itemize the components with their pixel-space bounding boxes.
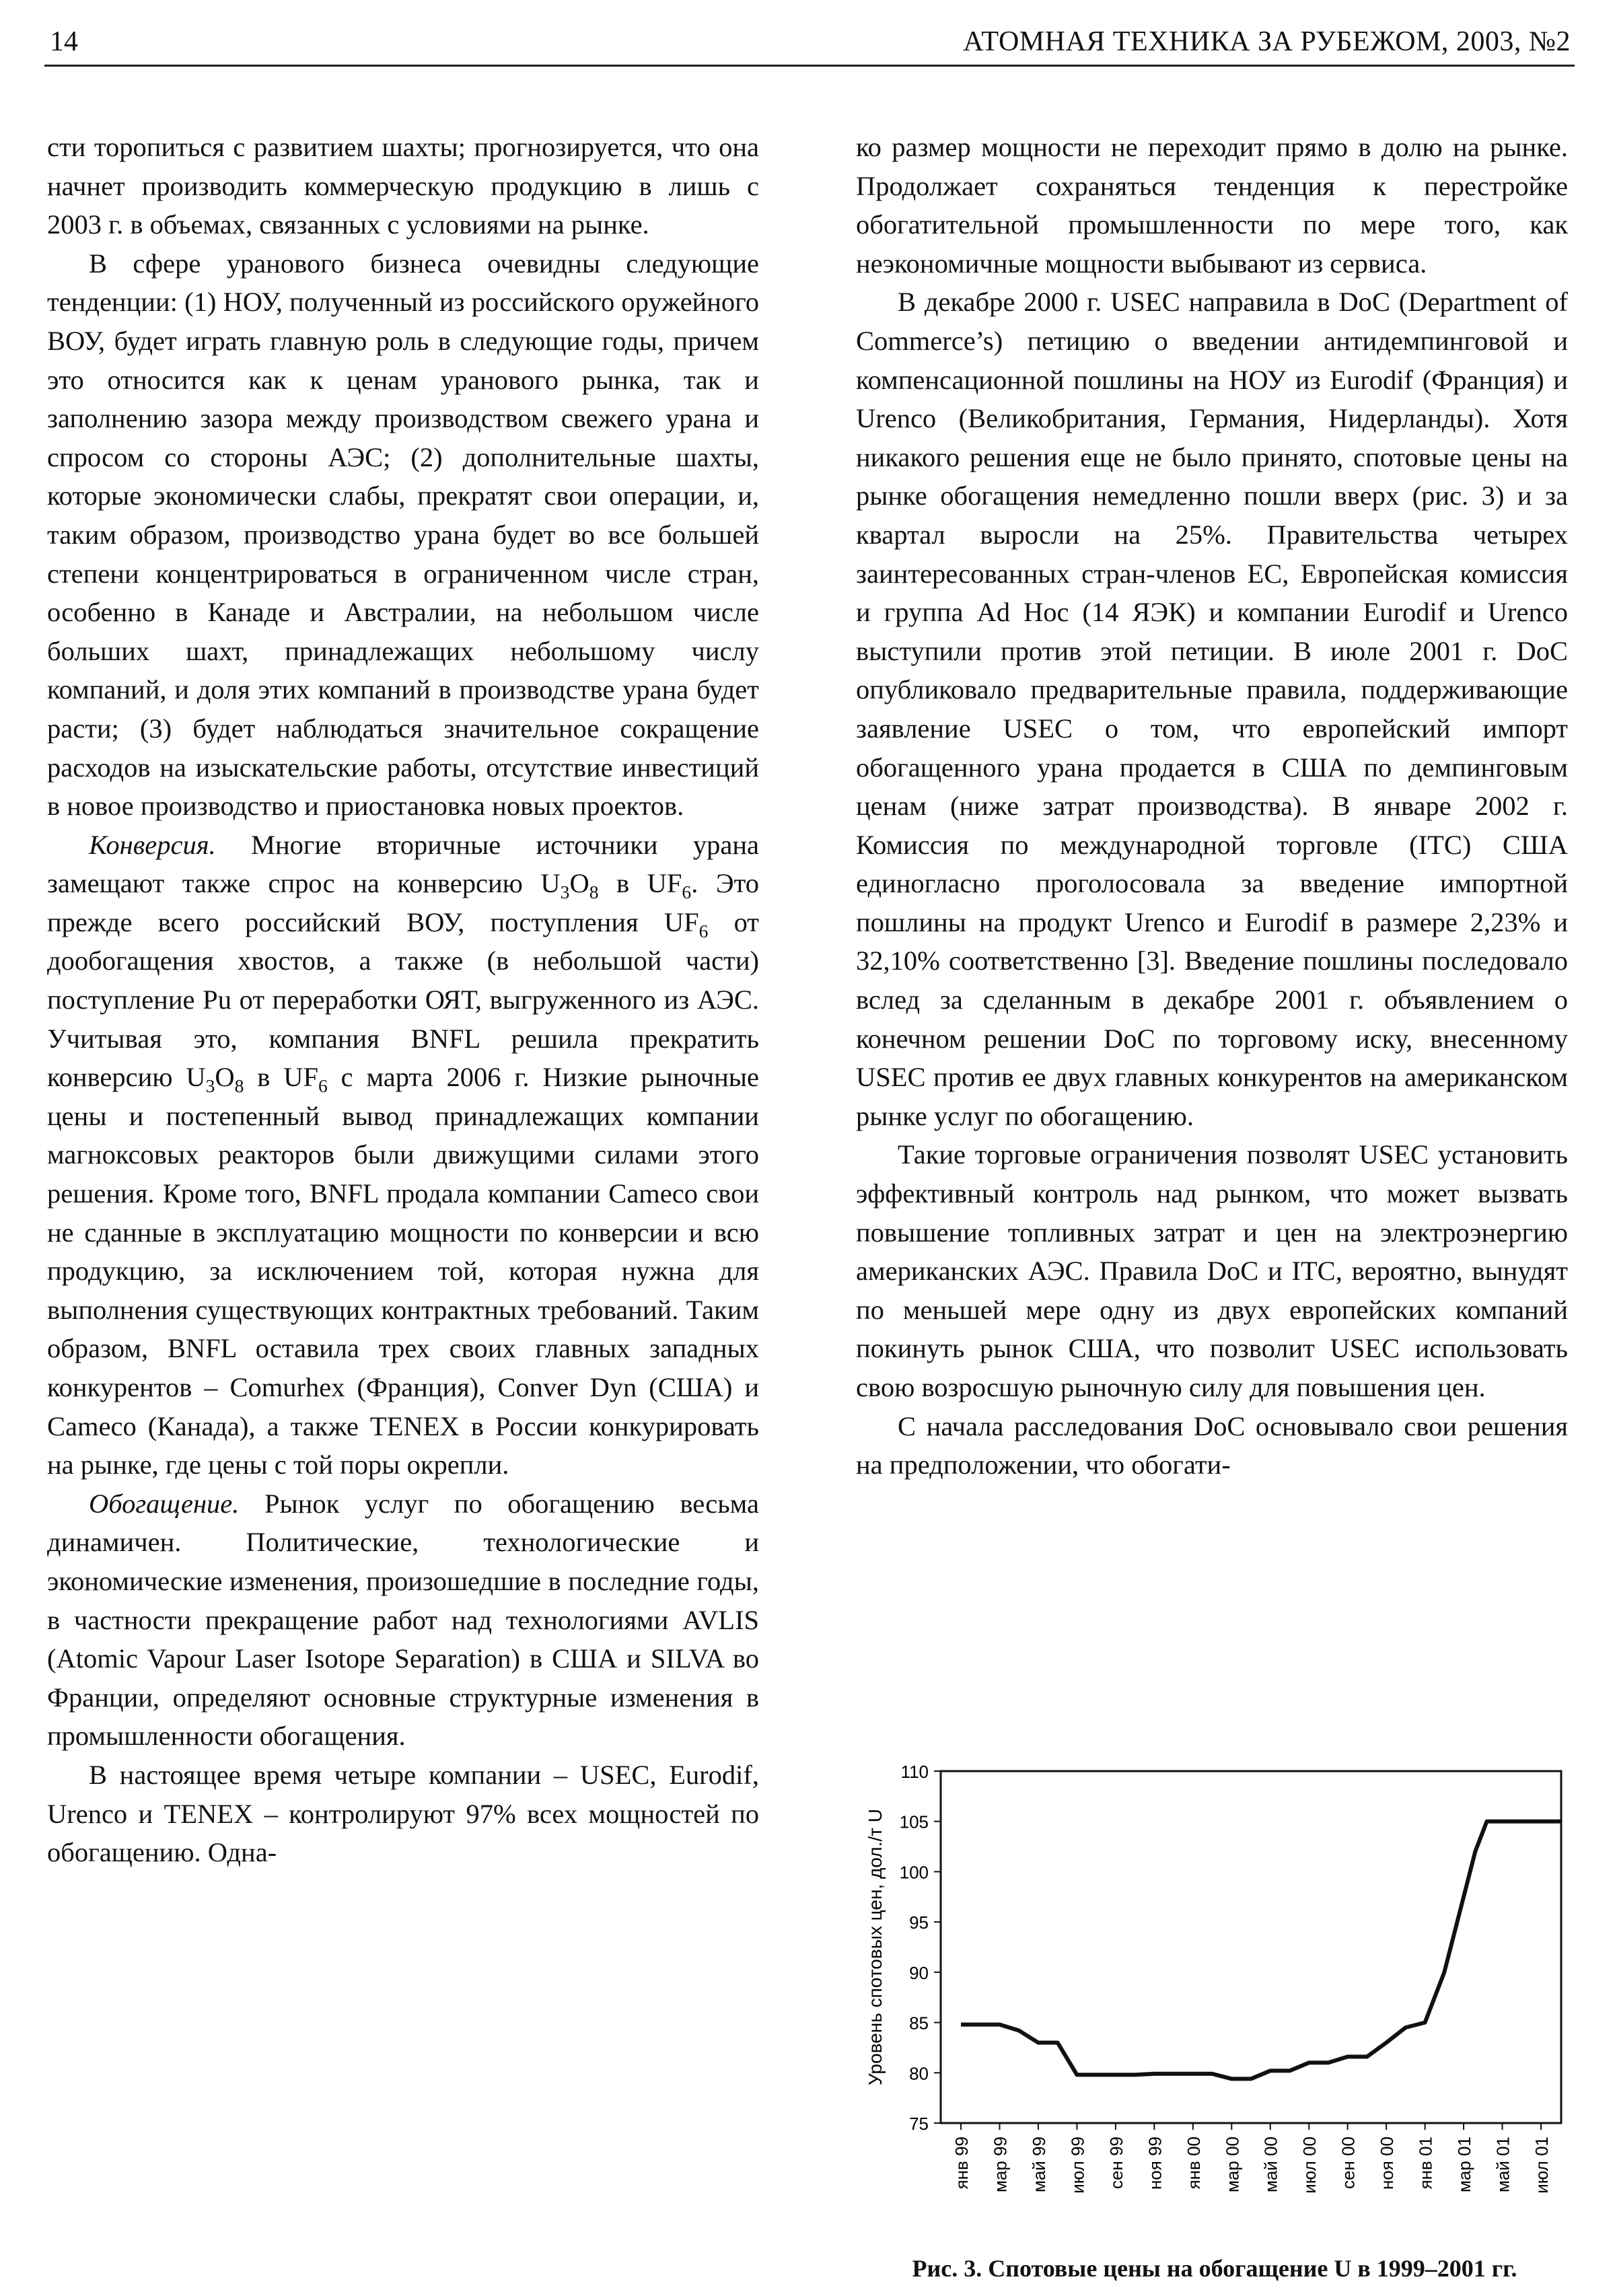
text-run: в UF [598,868,682,899]
figure-caption: Рис. 3. Спотовые цены на обогащение U в 1999–2001 гг. [912,2255,1517,2282]
header-rule [44,65,1575,67]
subscript: 3 [560,882,570,903]
y-tick-label: 85 [909,2013,929,2034]
text-run: O [569,868,589,899]
x-tick-label: июл 99 [1067,2137,1088,2194]
y-tick-label: 110 [900,1762,929,1782]
subscript: 8 [589,882,599,903]
y-tick-label: 100 [899,1862,929,1883]
x-tick-label: мар 99 [990,2137,1011,2192]
text-run: O [215,1062,235,1093]
y-tick-label: 80 [909,2063,929,2084]
subscript: 3 [205,1075,215,1097]
subscript: 8 [234,1075,244,1097]
paragraph: В декабре 2000 г. USEC направила в DoC (Department of Commerce’s) петицию о введении антидемпинговой и компенсационной пошлины на НОУ из Eurodif (Франция) и Urenco (Великобритания, Германия, Нидерланды). Хотя никакого решения еще не было принято, спотовые цены на рынке обогащения немедленно пошли вверх (рис. 3) и за квартал выросли на 25%. Правительства четырех заинтересованных стран-членов ЕС, Европейская комиссия и группа Ad Hoc (14 ЯЭК) и компании Eurodif и Urenco выступили против этой петиции. В июле 2001 г. DoC опубликовало предварительные правила, поддерживающие заявление USEC о том, что европейский импорт обогащенного урана продается в США по демпинговым ценам (ниже затрат производства). В январе 2002 г. Комиссия по международной торговле (ITC) США единогласно проголосовала за введение импортной пошлины на продукт Urenco и Eurodif в размере 2,23% и 32,10% соответственно [3]. Введение пошлины последовало вслед за сделанным в декабре 2001 г. объявлением о конечном решении DoC по торговому иску, внесенному USEC против ее двух главных конкурентов на американском рынке услуг по обогащению. [856,287,1568,1131]
x-tick-label: май 00 [1260,2137,1281,2193]
x-tick-label: мар 00 [1222,2137,1243,2192]
subscript: 6 [682,882,692,903]
subscript: 6 [698,920,709,941]
figure-3 [855,1743,1575,2281]
paragraph: сти торопиться с развитием шахты; прогнозируется, что она начнет производить коммерческую продукцию в лишь с 2003 г. в объемах, связанных с условиями на рынке. [47,132,759,240]
y-tick-label: 105 [899,1811,929,1832]
x-tick-label: июл 01 [1532,2137,1552,2194]
spot-price-chart [855,1743,1575,2248]
x-tick-label: ноя 99 [1145,2137,1165,2190]
y-tick-label: 95 [909,1912,929,1933]
x-tick-label: июл 00 [1299,2137,1320,2194]
journal-title: АТОМНАЯ ТЕХНИКА ЗА РУБЕЖОМ, 2003, №2 [963,26,1571,57]
x-tick-label: ноя 00 [1377,2137,1398,2190]
right-column [856,128,1568,1484]
series-line [961,1822,1560,2079]
y-tick-label: 90 [909,1962,929,1983]
y-axis-label: Уровень спотовых цен, дол./т U [865,1809,886,2085]
paragraph-conversion [47,826,759,1484]
text-run: Рынок услуг по обогащению весьма динамичен. Политические, технологические и экономические изменения, произошедшие в последние годы, в частности прекращение работ над технологиями AVLIS (Atomic Vapour Laser Isotope Separation) в США и SILVA во Франции, определяют основные структурные изменения в промышленности обогащения. [47,1488,759,1752]
x-tick-label: май 99 [1028,2137,1049,2193]
section-lead-enrichment: Обогащение. [89,1488,240,1519]
paragraph: С начала расследования DoC основывало свои решения на предположении, что обогати- [856,1410,1568,1480]
subscript: 6 [318,1075,328,1097]
text-run: Многие вторичные источники урана замещают также спрос на конверсию U [47,829,759,899]
x-tick-label: сен 99 [1106,2137,1126,2189]
x-tick-label: янв 00 [1183,2137,1204,2190]
section-lead-conversion: Конверсия. [89,829,216,860]
x-tick-label: янв 01 [1415,2137,1436,2190]
text-run: от дообогащения хвостов, а также (в небольшой части) поступление Pu от переработки ОЯТ, выгруженного из АЭС. Учитывая это, компания BNFL решила прекратить конверсию U [47,906,759,1093]
x-tick-label: янв 99 [952,2137,972,2190]
paragraph: В сфере уранового бизнеса очевидны следующие тенденции: (1) НОУ, полученный из российского оружейного ВОУ, будет играть главную роль в следующие годы, причем это относится как к ценам уранового рынка, так и заполнению зазора между производством свежего урана и спросом со стороны АЭС; (2) дополнительные шахты, которые экономически слабы, прекратят свои операции, и, таким образом, производство урана будет во все большей степени концентрироваться в ограниченном числе стран, особенно в Канаде и Австралии, на небольшом числе больших шахт, принадлежащих небольшому числу компаний, и доля этих компаний в производстве урана будет расти; (3) будет наблюдаться значительное сокращение расходов на изыскательские работы, отсутствие инвестиций в новое производство и приостановка новых проектов. [47,248,759,822]
page-number: 14 [50,26,78,57]
x-tick-label: сен 00 [1338,2137,1359,2189]
text-run: в UF [244,1062,319,1093]
text-run: . Это прежде всего российский ВОУ, поступления UF [47,868,759,937]
paragraph: ко размер мощности не переходит прямо в долю на рынке. Продолжает сохраняться тенденция к перестройке обогатительной промышленности по мере того, как неэкономичные мощности выбывают из сервиса. [856,132,1568,279]
left-column [47,128,759,1872]
paragraph-enrichment [47,1484,759,1756]
paragraph: Такие торговые ограничения позволят USEC установить эффективный контроль над рынком, что может вызвать повышение топливных затрат и цен на электроэнергию американских АЭС. Правила DoC и ITC, вероятно, вынудят по меньшей мере одну из двух европейских компаний покинуть рынок США, что позволит USEC использовать свою возросшую рыночную силу для повышения цен. [856,1139,1568,1402]
plot-frame [941,1771,1561,2123]
text-run: с марта 2006 г. Низкие рыночные цены и постепенный вывод принадлежащих компании магноксовых реакторов были движущими силами этого решения. Кроме того, BNFL продала компании Cameco свои не сданные в эксплуатацию мощности по конверсии и всю продукцию, за исключением той, которая нужна для выполнения существующих контрактных требований. Таким образом, BNFL оставила трех своих главных западных конкурентов – Comurhex (Франция), Conver Dyn (США) и Cameco (Канада), а также TENEX в России конкурировать на рынке, где цены с той поры окрепли. [47,1062,759,1480]
x-tick-label: мар 01 [1454,2137,1475,2192]
paragraph: В настоящее время четыре компании – USEC, Eurodif, Urenco и TENEX – контролируют 97% всех мощностей по обогащению. Одна- [47,1759,759,1868]
x-tick-label: май 01 [1493,2137,1513,2193]
y-tick-label: 75 [909,2114,929,2134]
